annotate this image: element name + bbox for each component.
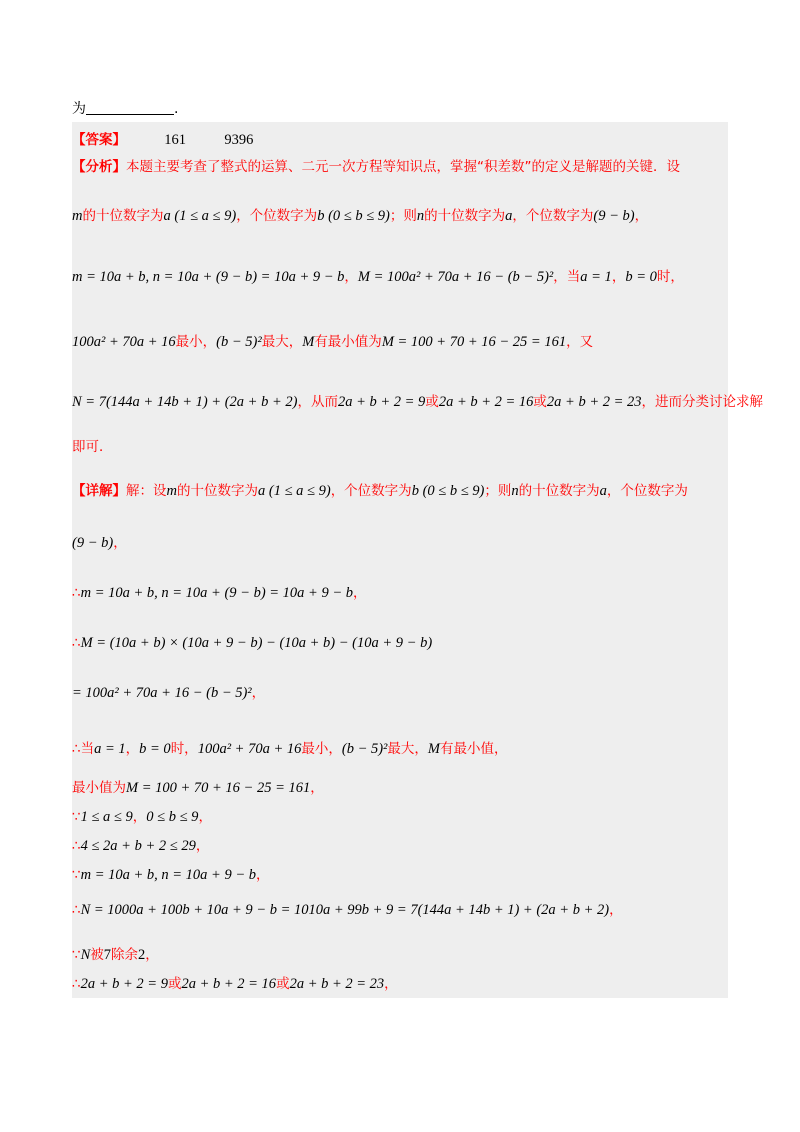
analysis-line-3 [72, 268, 684, 286]
text: ∴当 [72, 741, 95, 757]
text: 的十位数字为 [518, 483, 600, 499]
text: ， [310, 780, 324, 796]
text: 或 [425, 394, 439, 410]
text: 或 [167, 976, 182, 992]
text: 或 [276, 976, 290, 992]
therefore-symbol: ∴ [72, 976, 81, 992]
text: 的十位数字为 [424, 208, 506, 224]
detail-line-7 [72, 779, 324, 797]
detail-line-1 [72, 482, 688, 500]
text: 或 [533, 394, 547, 410]
math-m: m [166, 483, 177, 499]
therefore-symbol: ∴ [72, 902, 81, 918]
detail-line-5 [72, 684, 265, 702]
math-mn-def: m = 10a + b, n = 10a + (9 − b) = 10a + 9 − b [72, 269, 345, 285]
text: ， [195, 838, 210, 854]
math-n: n [511, 483, 519, 499]
analysis-line-6: 即可． [72, 439, 113, 455]
text: ， [384, 976, 398, 992]
math-9-minus-b: (9 − b) [72, 535, 114, 551]
text: ，又 [566, 334, 594, 350]
question-tail [72, 98, 178, 118]
text: 最大， [261, 334, 303, 350]
text: ，个位数字为 [236, 208, 318, 224]
math-mn-def: m = 10a + b, n = 10a + 9 − b [80, 867, 256, 883]
math-M-min: M = 100 + 70 + 16 − 25 = 161 [126, 780, 311, 796]
math-a-range: a (1 ≤ a ≤ 9) [257, 483, 331, 499]
text: ， [634, 208, 649, 224]
math-b-range: b (0 ≤ b ≤ 9) [317, 208, 390, 224]
analysis-tag: 【分析】 [72, 159, 126, 175]
answer-value-2: 9396 [224, 132, 254, 148]
text: 的十位数字为 [176, 483, 258, 499]
text: ， [125, 741, 140, 757]
math-case-16: 2a + b + 2 = 16 [438, 394, 534, 410]
text: ， [609, 902, 623, 918]
text: 最小， [301, 741, 342, 757]
math-b-eq-0: b = 0 [625, 269, 657, 285]
because-symbol: ∵ [72, 809, 81, 825]
analysis-line-1 [72, 158, 680, 176]
text: ， [198, 809, 212, 825]
math-7: 7 [103, 947, 112, 963]
analysis-line-5 [72, 393, 763, 411]
text: ， [344, 269, 358, 285]
detail-line-11 [72, 901, 623, 919]
text: ， [353, 585, 367, 601]
math-N-expr: N = 7(144a + 14b + 1) + (2a + b + 2) [72, 394, 298, 410]
text: 时， [656, 269, 684, 285]
detail-line-6 [72, 740, 508, 758]
math-a-eq-1: a = 1 [580, 269, 612, 285]
math-M-expr: M = 100a² + 70a + 16 − (b − 5)² [357, 269, 554, 285]
detail-line-3 [72, 584, 367, 602]
math-square: (b − 5)² [341, 741, 388, 757]
text: ，当 [553, 269, 581, 285]
analysis-line-4 [72, 333, 593, 351]
math-M-min: M = 100 + 70 + 16 − 25 = 161 [381, 334, 567, 350]
math-b-eq-0: b = 0 [139, 741, 171, 757]
answer-line [72, 128, 253, 149]
detail-tag: 【详解】 [72, 483, 126, 499]
question-tail-end: . [174, 101, 179, 117]
math-M: M [302, 334, 315, 350]
text: 最大， [387, 741, 428, 757]
detail-line-4 [72, 634, 432, 652]
therefore-symbol: ∴ [72, 838, 81, 854]
text: 有最小值为 [314, 334, 382, 350]
math-a: a [599, 483, 607, 499]
text: ，进而分类讨论求解 [641, 394, 764, 410]
text: ， [113, 535, 127, 551]
text: ，个位数字为 [512, 208, 594, 224]
math-case-9: 2a + b + 2 = 9 [337, 394, 426, 410]
detail-line-8 [72, 808, 212, 826]
math-mn-def: m = 10a + b, n = 10a + (9 − b) = 10a + 9 − b [80, 585, 353, 601]
text: 被 [90, 947, 104, 963]
math-a-range: 1 ≤ a ≤ 9 [80, 809, 133, 825]
math-b-range: 0 ≤ b ≤ 9 [146, 809, 199, 825]
math-case-23: 2a + b + 2 = 23 [289, 976, 385, 992]
math-case-16: 2a + b + 2 = 16 [181, 976, 277, 992]
math-m: m [72, 208, 83, 224]
detail-line-10 [72, 866, 270, 884]
text: ，个位数字为 [330, 483, 412, 499]
math-M-product: M = (10a + b) × (10a + 9 − b) − (10a + b) − (10a + 9 − b) [80, 635, 433, 651]
math-case-9: 2a + b + 2 = 9 [80, 976, 168, 992]
math-N-expansion: N = 1000a + 100b + 10a + 9 − b = 1010a + 99b + 9 = 7(144a + 14b + 1) + (2a + b + 2) [80, 902, 610, 918]
math-9-minus-b: (9 − b) [593, 208, 635, 224]
math-range: 4 ≤ 2a + b + 2 ≤ 29 [80, 838, 196, 854]
therefore-symbol: ∴ [72, 635, 81, 651]
text: 有最小值， [440, 741, 508, 757]
therefore-symbol: ∴ [72, 585, 81, 601]
text: 最小， [175, 334, 217, 350]
math-N: N [80, 947, 91, 963]
text: ，个位数字为 [606, 483, 688, 499]
text: ，从而 [297, 394, 338, 410]
detail-line-2 [72, 534, 127, 552]
answer-tag: 【答案】 [72, 132, 126, 148]
text: ， [611, 269, 626, 285]
math-b-range: b (0 ≤ b ≤ 9) [411, 483, 485, 499]
text: ；则 [389, 208, 417, 224]
math-2: 2 [138, 947, 146, 963]
text: 的十位数字为 [82, 208, 164, 224]
math-square: (b − 5)² [216, 334, 262, 350]
math-n: n [416, 208, 425, 224]
analysis-line-2 [72, 207, 648, 225]
answer-value-1: 161 [164, 132, 187, 148]
because-symbol: ∵ [72, 947, 81, 963]
math-M-simplified: = 100a² + 70a + 16 − (b − 5)² [72, 685, 252, 701]
detail-line-9 [72, 837, 209, 855]
text: 最小值为 [72, 780, 126, 796]
math-quadratic: 100a² + 70a + 16 [72, 334, 176, 350]
text: ， [256, 867, 270, 883]
math-quadratic: 100a² + 70a + 16 [197, 741, 302, 757]
text: ， [145, 947, 159, 963]
text: 除余 [111, 947, 139, 963]
math-a: a [505, 208, 513, 224]
answer-blank [86, 100, 174, 115]
text: 时， [170, 741, 198, 757]
analysis-text: 本题主要考查了整式的运算、二元一次方程等知识点，掌握“积差数”的定义是解题的关键．设 [126, 159, 680, 175]
text: ；则 [484, 483, 512, 499]
question-tail-text: 为 [72, 101, 86, 117]
text: ， [251, 685, 266, 701]
detail-line-12 [72, 946, 159, 964]
because-symbol: ∵ [72, 867, 81, 883]
text: ， [132, 809, 147, 825]
math-a-eq-1: a = 1 [94, 741, 126, 757]
detail-line-13 [72, 975, 398, 993]
math-a-range: a (1 ≤ a ≤ 9) [163, 208, 237, 224]
math-M: M [427, 741, 440, 757]
math-case-23: 2a + b + 2 = 23 [546, 394, 642, 410]
text: 解：设 [126, 483, 167, 499]
